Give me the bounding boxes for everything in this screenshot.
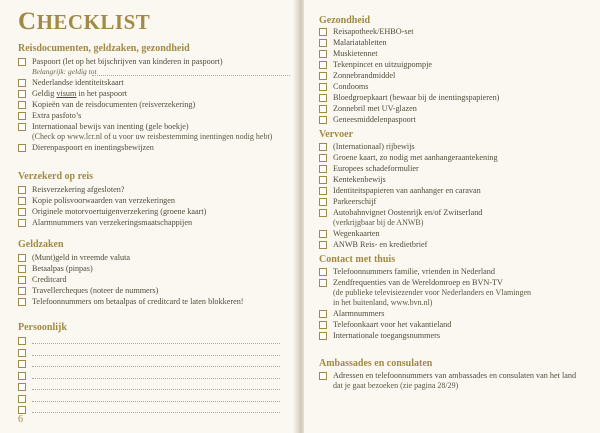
checkbox[interactable] xyxy=(18,276,26,284)
checkbox[interactable] xyxy=(319,39,327,47)
checklist-item[interactable]: Paspoort (let op het bijschrijven van kinderen in paspoort) xyxy=(18,56,290,67)
checklist-item[interactable]: Geneesmiddelenpaspoort xyxy=(319,114,591,125)
checkbox[interactable] xyxy=(319,154,327,162)
checklist-item[interactable]: Nederlandse identiteitskaart xyxy=(18,77,290,88)
checkbox[interactable] xyxy=(319,83,327,91)
checkbox[interactable] xyxy=(319,321,327,329)
checkbox[interactable] xyxy=(18,197,26,205)
checklist-item[interactable]: Autobahnvignet Oostenrijk en/of Zwitserland xyxy=(319,207,591,218)
section-heading-contact: Contact met thuis xyxy=(319,254,396,265)
checkbox[interactable] xyxy=(319,28,327,36)
checkbox[interactable] xyxy=(319,187,327,195)
checkbox[interactable] xyxy=(18,208,26,216)
checklist-item[interactable]: Internationaal bewijs van inenting (gele boekje) xyxy=(18,121,290,132)
checkbox[interactable] xyxy=(18,90,26,98)
right-page xyxy=(304,0,600,433)
contact-list xyxy=(319,266,591,341)
checkbox[interactable] xyxy=(319,209,327,217)
checkbox[interactable] xyxy=(319,332,327,340)
checklist-item[interactable]: Alarmnummers van verzekeringsmaatschappijen xyxy=(18,217,290,228)
checklist-item[interactable]: Dierenpaspoort en inentingsbewijzen xyxy=(18,142,290,153)
checkbox[interactable] xyxy=(18,144,26,152)
checkbox[interactable] xyxy=(319,372,327,380)
checklist-item[interactable]: Europees schadeformulier xyxy=(319,163,591,174)
checkbox[interactable] xyxy=(319,50,327,58)
item-subtext: (verkrijgbaar bij de ANWB) xyxy=(333,218,424,227)
checklist-item[interactable]: Internationale toegangsnummers xyxy=(319,330,591,341)
checkbox[interactable] xyxy=(18,298,26,306)
checkbox[interactable] xyxy=(18,360,26,368)
section-heading-persoonlijk: Persoonlijk xyxy=(18,322,67,333)
checklist-item[interactable]: Originele motorvoertuigenverzekering (groene kaart) xyxy=(18,206,290,217)
checkbox[interactable] xyxy=(319,268,327,276)
item-subtext: in het buitenland, www.bvn.nl) xyxy=(333,298,433,307)
checklist-item[interactable]: Bloedgroepkaart (bewaar bij de inentingspapieren) xyxy=(319,92,591,103)
checklist-item[interactable]: Extra pasfoto’s xyxy=(18,110,290,121)
checklist-item[interactable]: Zendfrequenties van de Wereldomroep en BVN-TV xyxy=(319,277,591,288)
verzekerd-list xyxy=(18,184,290,228)
checklist-item[interactable]: Kentekenbewijs xyxy=(319,174,591,185)
checkbox[interactable] xyxy=(18,395,26,403)
geldig-tot-note: Belangrijk: geldig tot xyxy=(18,67,290,77)
checkbox[interactable] xyxy=(319,165,327,173)
checkbox[interactable] xyxy=(319,230,327,238)
blank-checklist-line[interactable] xyxy=(18,393,280,405)
checklist-item[interactable]: Parkeerschijf xyxy=(319,196,591,207)
checkbox[interactable] xyxy=(319,105,327,113)
checklist-item[interactable]: (Munt)geld in vreemde valuta xyxy=(18,252,290,263)
gezondheid-list xyxy=(319,26,591,125)
checkbox[interactable] xyxy=(18,372,26,380)
checklist-item[interactable]: Telefoonnummers familie, vrienden in Nederland xyxy=(319,266,591,277)
section-heading-reisdocumenten: Reisdocumenten, geldzaken, gezondheid xyxy=(18,43,190,54)
section-heading-verzekerd: Verzekerd op reis xyxy=(18,171,93,182)
checkbox[interactable] xyxy=(319,72,327,80)
checkbox[interactable] xyxy=(319,143,327,151)
checkbox[interactable] xyxy=(18,349,26,357)
checkbox[interactable] xyxy=(18,265,26,273)
ambassades-list xyxy=(319,370,591,391)
checklist-item[interactable]: Betaalpas (pinpas) xyxy=(18,263,290,274)
blank-checklist-line[interactable] xyxy=(18,381,280,393)
checklist-item[interactable]: Geldig visum in het paspoort xyxy=(18,88,290,99)
reisdocumenten-list xyxy=(18,56,290,153)
checkbox[interactable] xyxy=(319,241,327,249)
checklist-item[interactable]: Zonnebrandmiddel xyxy=(319,70,591,81)
blank-checklist-line[interactable] xyxy=(18,404,280,416)
geldzaken-list xyxy=(18,252,290,307)
checklist-item[interactable]: Reisapotheek/EHBO-set xyxy=(319,26,591,37)
checkbox[interactable] xyxy=(319,176,327,184)
blank-checklist-line[interactable] xyxy=(18,370,280,382)
vervoer-list xyxy=(319,141,591,250)
checklist-item[interactable]: Reisverzekering afgesloten? xyxy=(18,184,290,195)
checkbox[interactable] xyxy=(319,94,327,102)
checklist-item[interactable]: Tekenpincet en uitzuigpompje xyxy=(319,59,591,70)
checkbox[interactable] xyxy=(319,198,327,206)
checkbox[interactable] xyxy=(18,112,26,120)
left-page xyxy=(0,0,296,433)
item-subtext: (Check op www.lcr.nl of u voor uw reisbestemming inentingen nodig hebt) xyxy=(32,132,273,141)
page-number: 6 xyxy=(18,414,23,425)
item-subtext: (de publieke televisiezender voor Nederlanders en Vlamingen xyxy=(333,288,531,297)
checklist-item[interactable]: Muskietennet xyxy=(319,48,591,59)
checklist-item[interactable]: Travellercheques (noteer de nummers) xyxy=(18,285,290,296)
checkbox[interactable] xyxy=(18,58,26,66)
section-heading-geldzaken: Geldzaken xyxy=(18,239,64,250)
checkbox[interactable] xyxy=(319,116,327,124)
checklist-item[interactable]: Kopie polisvoorwaarden van verzekeringen xyxy=(18,195,290,206)
checklist-item[interactable]: Identiteitspapieren van aanhanger en caravan xyxy=(319,185,591,196)
section-heading-ambassades: Ambassades en consulaten xyxy=(319,358,433,369)
checkbox[interactable] xyxy=(18,383,26,391)
checklist-item[interactable]: Alarmnummers xyxy=(319,308,591,319)
blank-checklist-line[interactable] xyxy=(18,335,280,347)
checklist-item[interactable]: Creditcard xyxy=(18,274,290,285)
checkbox[interactable] xyxy=(319,61,327,69)
checkbox[interactable] xyxy=(18,337,26,345)
checkbox[interactable] xyxy=(18,79,26,87)
checklist-item[interactable]: Malariatabletten xyxy=(319,37,591,48)
persoonlijk-lines xyxy=(18,335,280,416)
checkbox[interactable] xyxy=(18,406,26,414)
page-title: CHECKLIST xyxy=(18,8,151,35)
checkbox[interactable] xyxy=(18,219,26,227)
checklist-item[interactable]: Wegenkaarten xyxy=(319,228,591,239)
checkbox[interactable] xyxy=(18,186,26,194)
checklist-item[interactable]: Telefoonnummers om betaalpas of creditcard te laten blokkeren! xyxy=(18,296,290,307)
section-heading-vervoer: Vervoer xyxy=(319,129,354,140)
checklist-item[interactable]: Telefoonkaart voor het vakantieland xyxy=(319,319,591,330)
section-heading-gezondheid: Gezondheid xyxy=(319,15,371,26)
checkbox[interactable] xyxy=(319,310,327,318)
checkbox[interactable] xyxy=(18,123,26,131)
checklist-item[interactable]: (Internationaal) rijbewijs xyxy=(319,141,591,152)
checklist-item[interactable]: Zonnebril met UV-glazen xyxy=(319,103,591,114)
checkbox[interactable] xyxy=(18,101,26,109)
checkbox[interactable] xyxy=(18,254,26,262)
blank-checklist-line[interactable] xyxy=(18,347,280,359)
checkbox[interactable] xyxy=(18,287,26,295)
checklist-item[interactable]: Adressen en telefoonnummers van ambassades en consulaten van het land xyxy=(319,370,591,381)
checklist-item[interactable]: Groene kaart, zo nodig met aanhangeraantekening xyxy=(319,152,591,163)
item-subtext: dat je gaat bezoeken (zie pagina 28/29) xyxy=(333,381,459,390)
blank-checklist-line[interactable] xyxy=(18,358,280,370)
checklist-item[interactable]: ANWB Reis- en kredietbrief xyxy=(319,239,591,250)
checklist-item[interactable]: Condooms xyxy=(319,81,591,92)
checklist-item[interactable]: Kopieën van de reisdocumenten (reisverzekering) xyxy=(18,99,290,110)
checkbox[interactable] xyxy=(319,279,327,287)
